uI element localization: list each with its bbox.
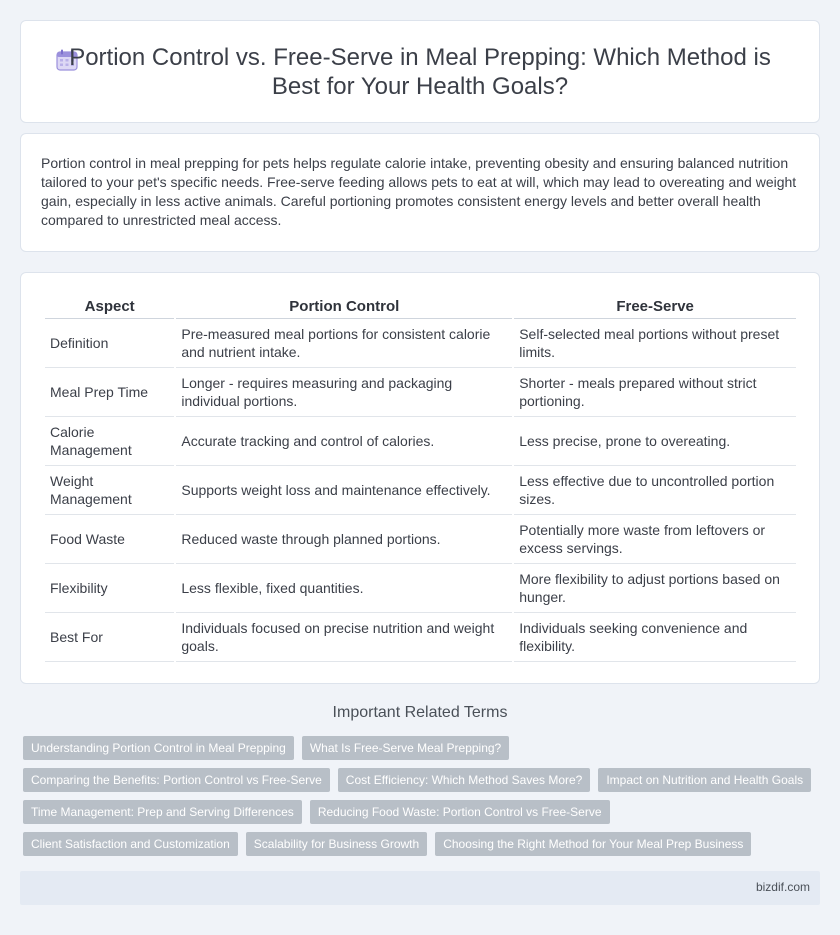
title-card [20, 20, 820, 123]
footer [20, 871, 820, 905]
cell-aspect: Weight Management [45, 466, 174, 515]
cell-aspect: Meal Prep Time [45, 368, 174, 417]
related-term-tag[interactable]: Client Satisfaction and Customization [23, 832, 238, 856]
cell-free-serve: Individuals seeking convenience and flexibility. [514, 613, 796, 662]
table-header-row [45, 295, 796, 319]
cell-aspect: Calorie Management [45, 417, 174, 466]
cell-free-serve: More flexibility to adjust portions based on hunger. [514, 564, 796, 613]
table-row [45, 466, 796, 515]
table-row [45, 417, 796, 466]
comparison-table [43, 295, 798, 662]
table-row [45, 368, 796, 417]
related-term-tag[interactable]: Cost Efficiency: Which Method Saves More? [338, 768, 591, 792]
intro-card [20, 133, 820, 252]
cell-aspect: Food Waste [45, 515, 174, 564]
header-free-serve: Free-Serve [514, 295, 796, 319]
related-term-tag[interactable]: Impact on Nutrition and Health Goals [598, 768, 811, 792]
cell-portion-control: Individuals focused on precise nutrition and weight goals. [176, 613, 512, 662]
cell-portion-control: Reduced waste through planned portions. [176, 515, 512, 564]
cell-portion-control: Less flexible, fixed quantities. [176, 564, 512, 613]
cell-aspect: Flexibility [45, 564, 174, 613]
related-term-tag[interactable]: Time Management: Prep and Serving Differences [23, 800, 302, 824]
cell-free-serve: Less effective due to uncontrolled portion sizes. [514, 466, 796, 515]
cell-free-serve: Potentially more waste from leftovers or excess servings. [514, 515, 796, 564]
cell-aspect: Definition [45, 319, 174, 368]
cell-portion-control: Longer - requires measuring and packaging individual portions. [176, 368, 512, 417]
related-terms-heading: Important Related Terms [332, 704, 508, 721]
related-term-tag[interactable]: Scalability for Business Growth [246, 832, 427, 856]
related-terms-list [23, 736, 823, 856]
table-row [45, 564, 796, 613]
table-row [45, 319, 796, 368]
related-term-tag[interactable]: Reducing Food Waste: Portion Control vs Free-Serve [310, 800, 610, 824]
intro-paragraph: Portion control in meal prepping for pets helps regulate calorie intake, preventing obesity and ensuring balanced nutrition tailored to your pet's specific needs. Free-serve feeding allows pets to eat at will, which may lead to overeating and weight gain, especially in less active animals. Careful portioning promotes consistent energy levels and better overall health compared to unrestricted meal access. [41, 155, 797, 228]
cell-portion-control: Accurate tracking and control of calories. [176, 417, 512, 466]
cell-free-serve: Less precise, prone to overeating. [514, 417, 796, 466]
cell-free-serve: Shorter - meals prepared without strict portioning. [514, 368, 796, 417]
related-term-tag[interactable]: Comparing the Benefits: Portion Control vs Free-Serve [23, 768, 330, 792]
cell-free-serve: Self-selected meal portions without preset limits. [514, 319, 796, 368]
table-row [45, 613, 796, 662]
related-term-tag[interactable]: Choosing the Right Method for Your Meal Prep Business [435, 832, 751, 856]
table-row [45, 515, 796, 564]
cell-portion-control: Supports weight loss and maintenance effectively. [176, 466, 512, 515]
header-aspect: Aspect [45, 295, 174, 319]
related-term-tag[interactable]: Understanding Portion Control in Meal Prepping [23, 736, 294, 760]
header-portion-control: Portion Control [176, 295, 512, 319]
page-title: Portion Control vs. Free-Serve in Meal Prepping: Which Method is Best for Your Health Goals? [69, 43, 771, 100]
related-term-tag[interactable]: What Is Free-Serve Meal Prepping? [302, 736, 509, 760]
cell-aspect: Best For [45, 613, 174, 662]
comparison-card [20, 272, 820, 684]
footer-site-link[interactable]: bizdif.com [755, 880, 810, 894]
cell-portion-control: Pre-measured meal portions for consistent calorie and nutrient intake. [176, 319, 512, 368]
